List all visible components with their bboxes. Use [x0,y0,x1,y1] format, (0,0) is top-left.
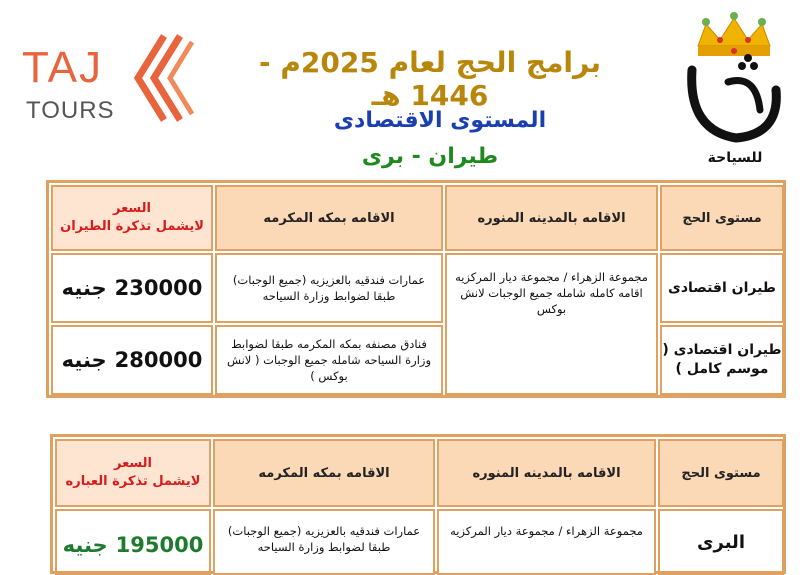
land-currency: جنيه [62,533,108,557]
tagline-text: للسياحة [707,150,763,166]
crown-icon [676,10,794,170]
row1-makkah: عمارات فندقيه بالعزيزيه (جميع الوجبات) طبقا لضوابط وزارة السياحه [215,253,443,323]
land-price-value: 195000 [115,533,204,557]
price-header-label: السعر [113,201,151,216]
row1-price-value: 230000 [114,276,203,300]
madinah-accommodation: مجموعة الزهراء / مجموعة ديار المركزيه اقامه كامله شامله جميع الوجبات لانش بوكس [445,253,658,395]
taj-tourism-logo [676,10,794,170]
row2-level: طيران اقتصادى ( موسم كامل ) [660,325,784,395]
land-row-level: البرى [658,509,784,575]
header-price [51,185,213,251]
price-header-label-2: السعر [114,456,152,471]
header-level-2: مستوى الحج [658,439,784,507]
header-madinah-2: الاقامه بالمدينه المنوره [437,439,656,507]
land-row-madinah: مجموعة الزهراء / مجموعة ديار المركزيه [437,509,656,575]
land-row-makkah: عمارات فندقيه بالعزيزيه (جميع الوجبات) طبقا لضوابط وزارة السياحه [213,509,435,575]
land-row-price [55,509,211,575]
row1-price [51,253,213,323]
price-header-note: لايشمل تذكرة الطيران [60,219,204,234]
header-madinah: الاقامه بالمدينه المنوره [445,185,658,251]
transport-subtitle: طيران - برى [361,144,499,169]
tours-text: TOURS [26,97,115,124]
header-level: مستوى الحج [660,185,784,251]
row2-currency: جنيه [61,348,107,372]
row1-level: طيران اقتصادى [660,253,784,323]
pricing-table-air [46,180,786,398]
header-makkah: الاقامه بمكه المكرمه [215,185,443,251]
pricing-table-land [50,434,786,574]
taj-tours-logo [14,30,194,130]
header-makkah-2: الاقامه بمكه المكرمه [213,439,435,507]
taj-text: TAJ [22,43,103,92]
taj-tours-logo-graphic [14,30,194,130]
row2-price-value: 280000 [114,348,203,372]
row1-currency: جنيه [61,276,107,300]
row2-price [51,325,213,395]
level-subtitle: المستوى الاقتصادى [333,108,547,133]
price-header-note-2: لايشمل تذكرة العباره [65,474,201,489]
row2-makkah: فنادق مصنفه بمكه المكرمه طبقا لضوابط وزارة السياحه شامله جميع الوجبات ( لانش بوكس ) [215,325,443,395]
header-price-2 [55,439,211,507]
page-title: برامج الحج لعام 2025م - 1446 هـ [259,46,601,112]
